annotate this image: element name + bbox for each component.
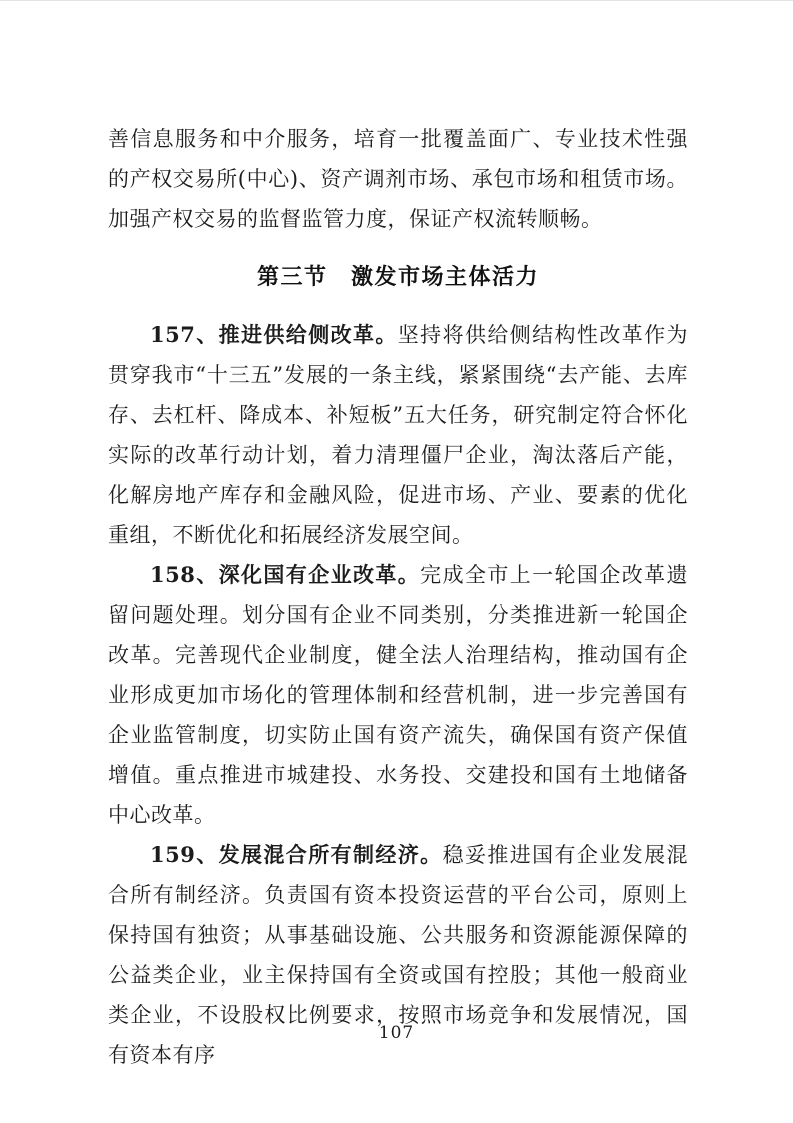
document-body [108, 119, 688, 1075]
section-heading: 第三节 激发市场主体活力 [256, 264, 539, 290]
paragraph-158-lead: 158、深化国有企业改革。 [150, 562, 421, 587]
paragraph-158 [108, 555, 688, 835]
paragraph-157 [108, 315, 688, 555]
paragraph-157-lead: 157、推进供给侧改革。 [150, 322, 398, 347]
paragraph-157-body: 坚持将供给侧结构性改革作为贯穿我市“十三五”发展的一条主线，紧紧围绕“去产能、去库存、去杠杆、降成本、补短板”五大任务，研究制定符合怀化实际的改革行动计划，着力清理僵尸企业，淘汰落后产能，化解房地产库存和金融风险，促进市场、产业、要素的优化重组，不断优化和拓展经济发展空间。 [108, 323, 689, 547]
paragraph-158-body: 完成全市上一轮国企改革遗留问题处理。划分国有企业不同类别，分类推进新一轮国企改革。完善现代企业制度，健全法人治理结构，推动国有企业形成更加市场化的管理体制和经营机制，进一步完善国有企业监管制度，切实防止国有资产流失，确保国有资产保值增值。重点推进市城建投、水务投、交建投和国有土地储备中心改革。 [108, 563, 688, 827]
paragraph-159-body: 稳妥推进国有企业发展混合所有制经济。负责国有资本投资运营的平台公司，原则上保持国有独资；从事基础设施、公共服务和资源能源保障的公益类企业，业主保持国有全资或国有控股；其他一般商业类企业，不设股权比例要求，按照市场竞争和发展情况，国有资本有序 [108, 843, 688, 1067]
continuation-paragraph: 善信息服务和中介服务，培育一批覆盖面广、专业技术性强的产权交易所(中心)、资产调剂市场、承包市场和租赁市场。加强产权交易的监督监管力度，保证产权流转顺畅。 [108, 127, 688, 231]
page-number: 107 [378, 1023, 415, 1043]
paragraph-159-lead: 159、发展混合所有制经济。 [150, 842, 443, 867]
